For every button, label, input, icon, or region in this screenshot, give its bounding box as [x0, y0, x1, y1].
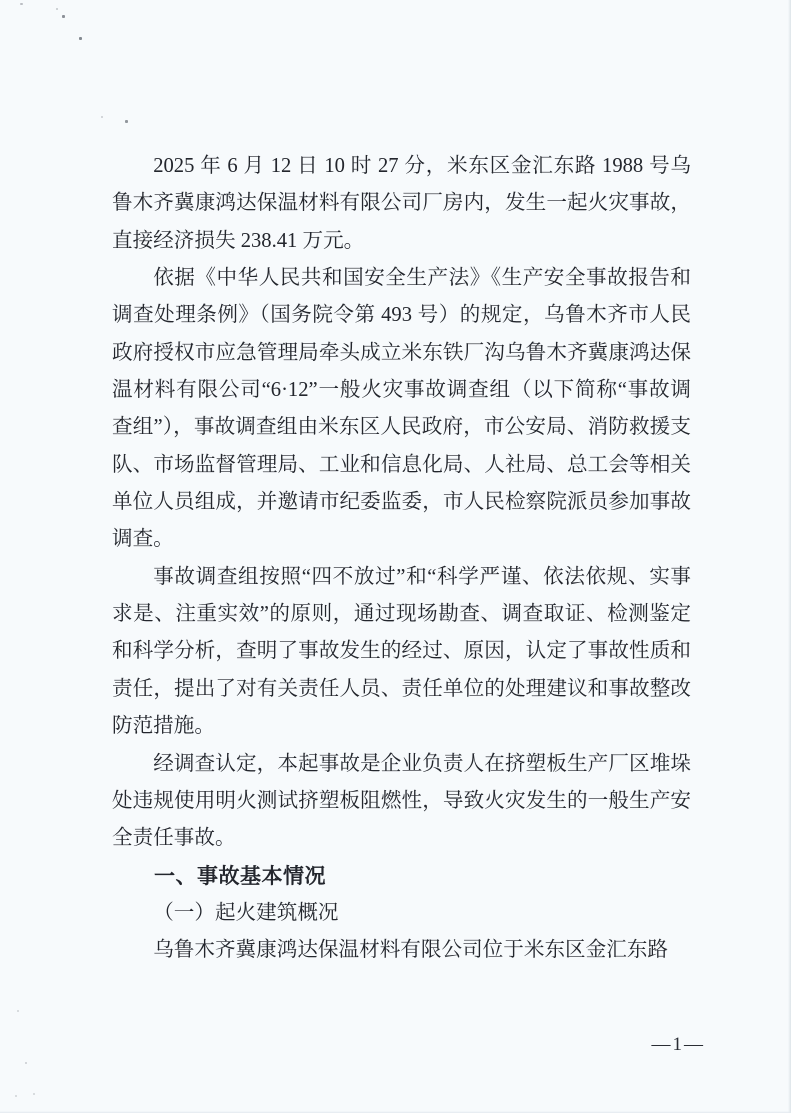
paragraph-finding: 经调查认定，本起事故是企业负责人在挤塑板生产厂区堆垛处违规使用明火测试挤塑板阻燃性，导致火灾发生的一般生产安全责任事故。	[112, 752, 691, 850]
scan-speck	[17, 1010, 19, 1012]
paragraph-investigation-principles: 事故调查组按照“四不放过”和“科学严谨、依法依规、实事求是、注重实效”的原则，通过现场勘查、调查取证、检测鉴定和科学分析，查明了事故发生的经过、原因，认定了事故性质和责任，提出了对有关责任人员、责任单位的处理建议和事故整改防范措施。	[112, 565, 691, 738]
scan-speck	[79, 37, 82, 40]
subsection-heading-building-overview: （一）起火建筑概况	[153, 901, 339, 924]
scan-speck	[33, 1093, 35, 1095]
scan-speck	[56, 8, 58, 10]
paragraph-legal-basis: 依据《中华人民共和国安全生产法》《生产安全事故报告和调查处理条例》（国务院令第 493 号）的规定，乌鲁木齐市人民政府授权市应急管理局牵头成立米东铁厂沟乌鲁木齐冀康鸿达保温材料有限公司“6·12”一般火灾事故调查组（以下简称“事故调查组”），事故调查组由米东区人民政府，市公安局、消防救援支队、市场监督管理局、工业和信息化局、人社局、总工会等相关单位人员组成，并邀请市纪委监委，市人民检察院派员参加事故调查。	[112, 267, 691, 551]
scan-speck	[15, 1095, 17, 1097]
scan-speck	[25, 1062, 27, 1064]
paragraph-incident-summary: 2025 年 6 月 12 日 10 时 27 分，米东区金汇东路 1988 号乌鲁木齐冀康鸿达保温材料有限公司厂房内，发生一起火灾事故，直接经济损失 238.41 万元。	[112, 155, 691, 252]
section-heading-basic-facts: 一、事故基本情况	[154, 864, 326, 888]
scan-speck	[101, 116, 103, 118]
paragraph-company-location: 乌鲁木齐冀康鸿达保温材料有限公司位于米东区金汇东路	[153, 939, 669, 962]
scan-speck	[62, 15, 65, 18]
document-body	[112, 148, 691, 970]
scan-speck	[20, 3, 23, 5]
scan-speck	[125, 120, 128, 123]
page-number: —1—	[651, 1034, 705, 1055]
